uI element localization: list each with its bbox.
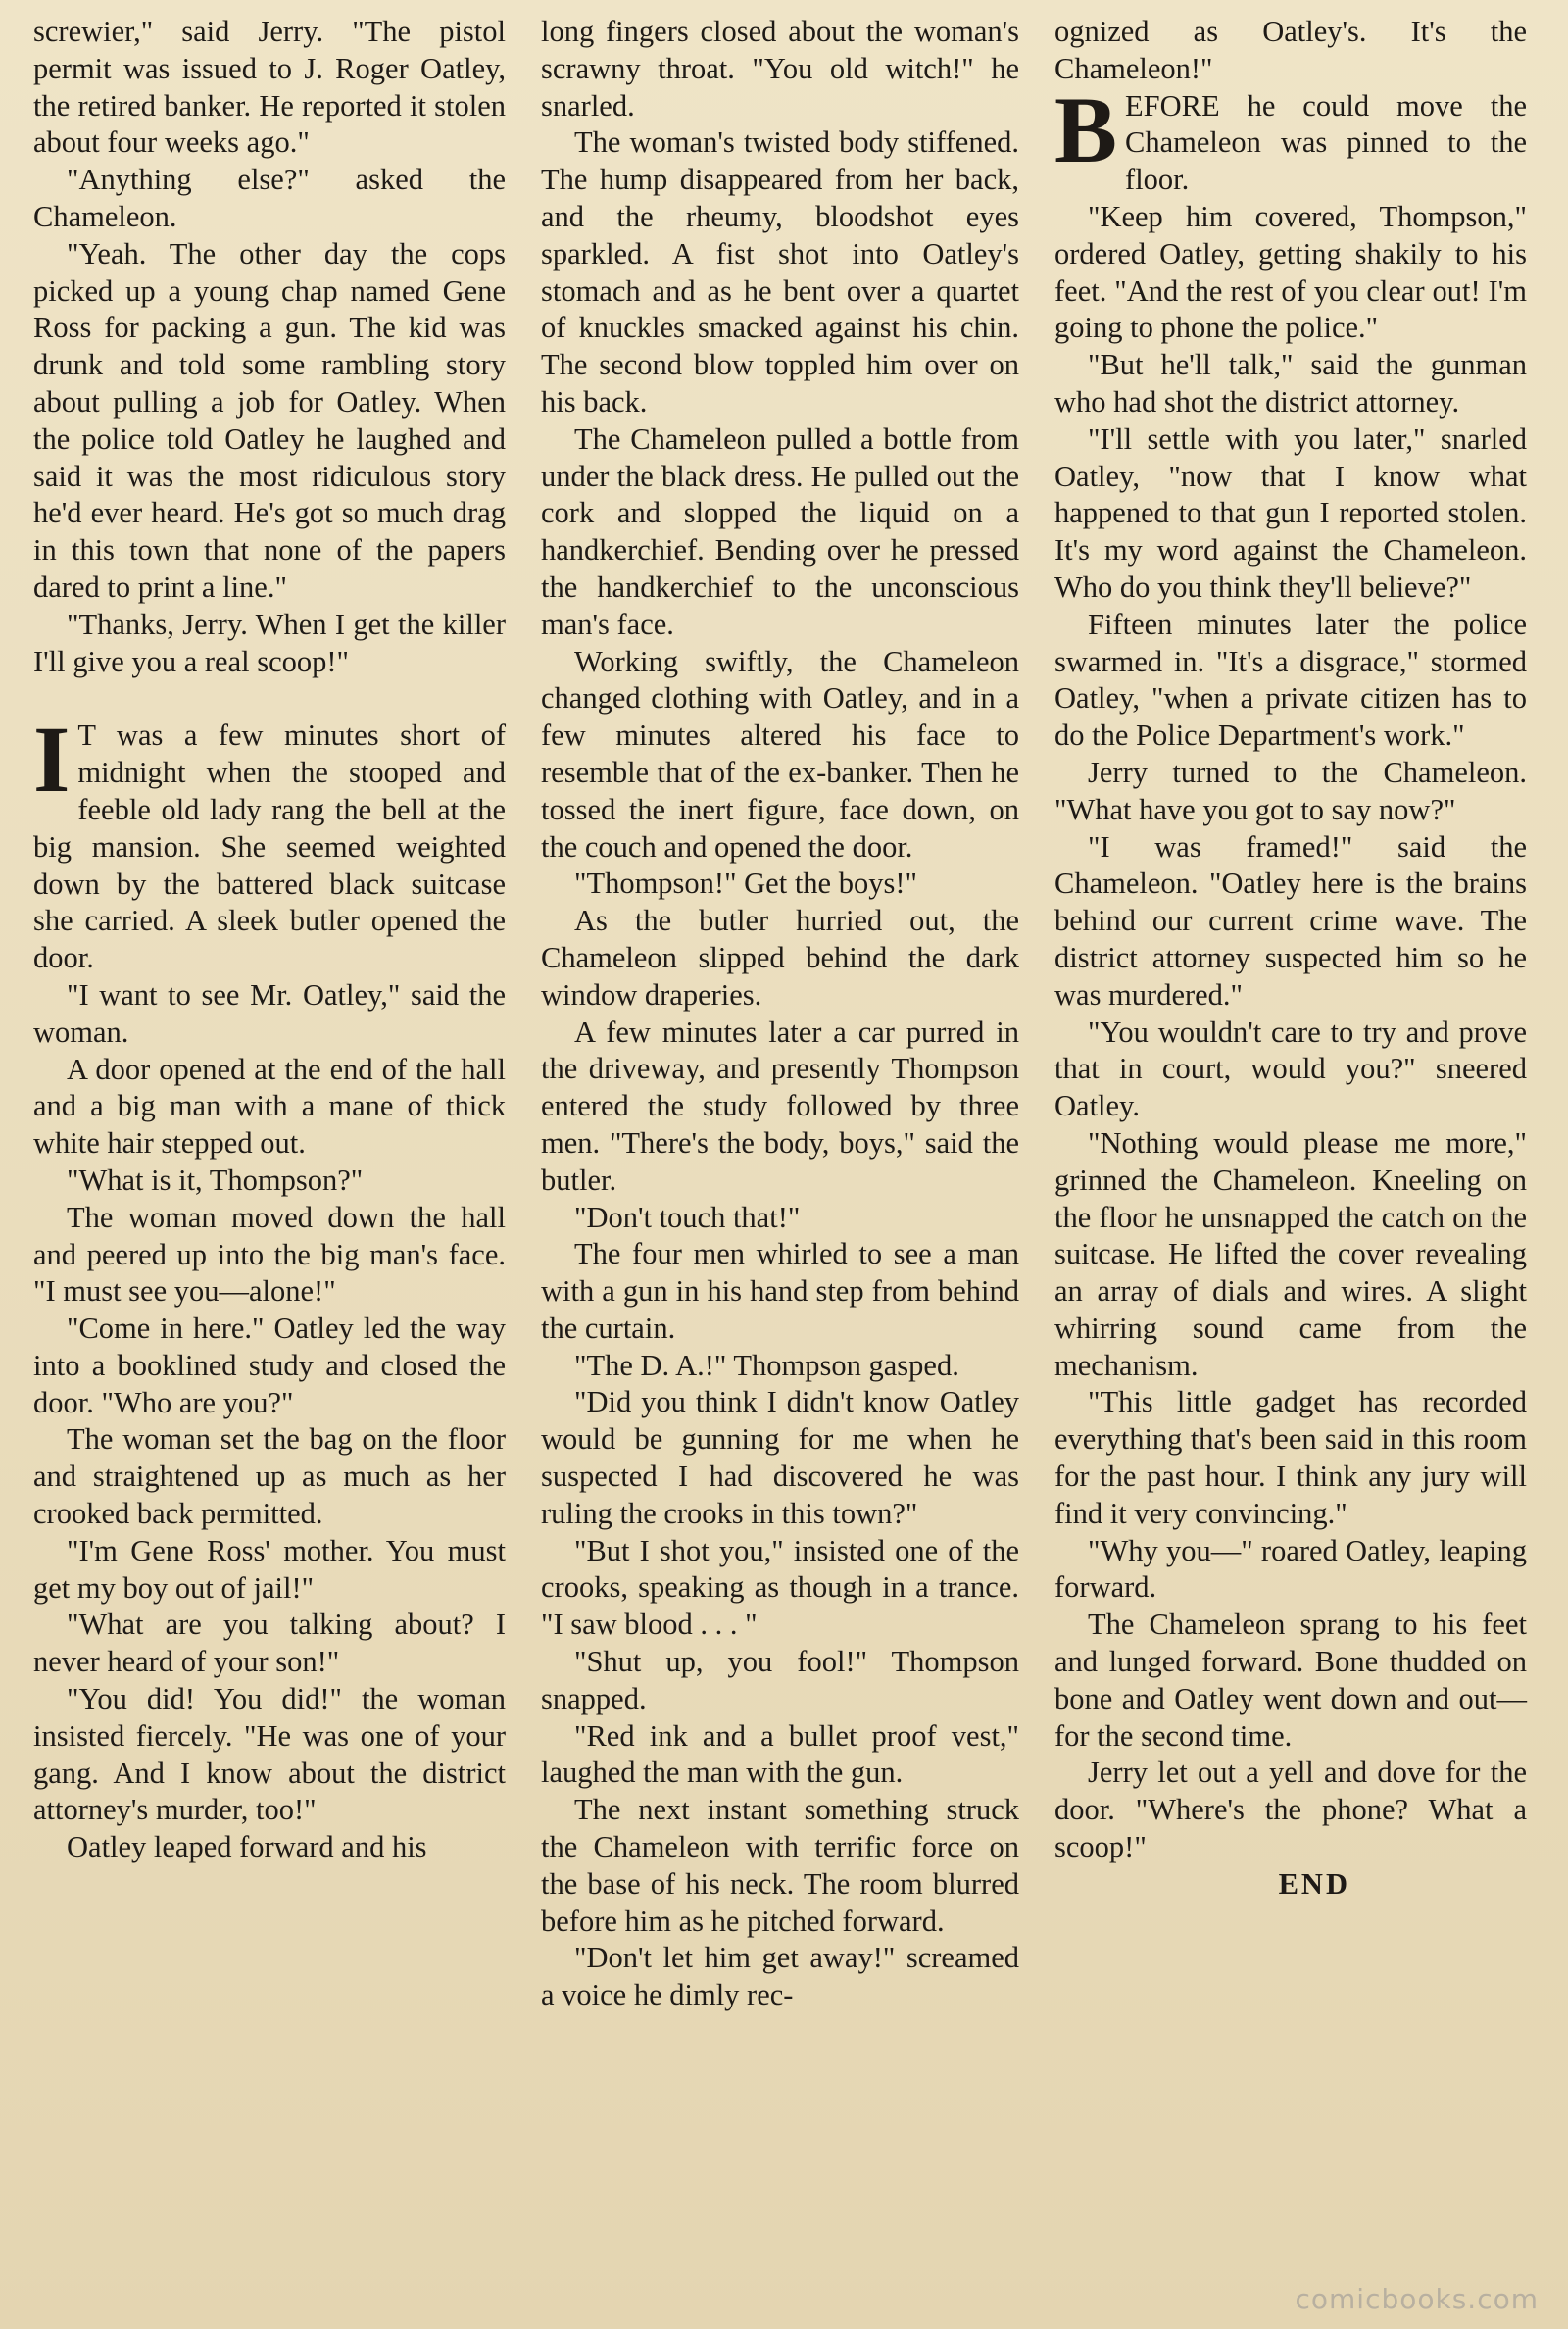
paragraph: The Chameleon sprang to his feet and lunged forward. Bone thudded on bone and Oatley went down and out—for the second time. bbox=[1054, 1608, 1527, 1753]
paragraph: "You did! You did!" the woman insisted fiercely. "He was one of your gang. And I know about the district attorney's murder, too!" bbox=[33, 1682, 506, 1827]
paragraph: BEFORE he could move the Chameleon was pinned to the floor. bbox=[1054, 76, 1527, 197]
paragraph: "Nothing would please me more," grinned the Chameleon. Kneeling on the floor he unsnapped the catch on the suitcase. He lifted the cover revealing an array of dials and wires. A slight whirring sound came from the mechanism. bbox=[1054, 1125, 1527, 1382]
paragraph: "I'll settle with you later," snarled Oatley, "now that I know what happened to that gun I reported stolen. It's my word against the Chameleon. Who do you think they'll believe?" bbox=[1054, 421, 1527, 604]
paragraph: The woman's twisted body stiffened. The hump disappeared from her back, and the rheumy, bloodshot eyes sparkled. A fist shot into Oatley's stomach and as he bent over a quartet of knuckles smacked against his chin. The second blow toppled him over on his back. bbox=[541, 125, 1019, 419]
paragraph: "This little gadget has recorded everything that's been said in this room for the past hour. I think any jury will find it very convincing." bbox=[1054, 1385, 1527, 1530]
paragraph: "Thompson!" Get the boys!" bbox=[574, 867, 917, 901]
paragraph: ognized as Oatley's. It's the Chameleon!" bbox=[1054, 15, 1527, 85]
site-watermark: comicbooks.com bbox=[1295, 2283, 1539, 2315]
paragraph: "What is it, Thompson?" bbox=[67, 1163, 364, 1197]
paragraph: IT was a few minutes short of midnight when the stooped and feeble old lady rang the bell at the big mansion. She seemed weighted down by the battered black suitcase she carried. A sleek butler opened the door. bbox=[33, 707, 506, 975]
paragraph: "Shut up, you fool!" Thompson snapped. bbox=[541, 1645, 1019, 1715]
paragraph: "I'm Gene Ross' mother. You must get my boy out of jail!" bbox=[33, 1533, 506, 1605]
paragraph: Working swiftly, the Chameleon changed clothing with Oatley, and in a few minutes altered his face to resemble that of the ex-banker. Then he tossed the inert figure, face down, on the couch and opened the door. bbox=[541, 644, 1019, 864]
paragraph: Oatley leaped forward and his bbox=[67, 1830, 427, 1864]
paragraph: "But he'll talk," said the gunman who had shot the district attorney. bbox=[1054, 348, 1527, 419]
paragraph: The woman set the bag on the floor and straightened up as much as her crooked back permitted. bbox=[33, 1422, 506, 1531]
paragraph: "Thanks, Jerry. When I get the killer I'll give you a real scoop!" bbox=[33, 607, 506, 678]
paragraph: A door opened at the end of the hall and a big man with a mane of thick white hair stepped out. bbox=[33, 1052, 506, 1161]
paragraph: "Don't touch that!" bbox=[574, 1200, 801, 1234]
paragraph: "Did you think I didn't know Oatley would be gunning for me when he suspected I had discovered he was ruling the crooks in this town?" bbox=[541, 1385, 1019, 1530]
paragraph: "I want to see Mr. Oatley," said the woman. bbox=[33, 977, 506, 1049]
paragraph: The four men whirled to see a man with a gun in his hand step from behind the curtain. bbox=[541, 1237, 1019, 1345]
paragraph: "Anything else?" asked the Chameleon. bbox=[33, 163, 506, 233]
paragraph: long fingers closed about the woman's scrawny throat. "You old witch!" he snarled. bbox=[541, 15, 1019, 123]
text-column-3 bbox=[1054, 14, 1527, 1904]
paragraph: As the butler hurried out, the Chameleon slipped behind the dark window draperies. bbox=[541, 904, 1019, 1012]
paragraph: "Why you—" roared Oatley, leaping forward. bbox=[1054, 1533, 1527, 1605]
text-column-1 bbox=[33, 14, 506, 1866]
paragraph: screwier," said Jerry. "The pistol permit was issued to J. Roger Oatley, the retired banker. He reported it stolen about four weeks ago." bbox=[33, 15, 506, 160]
paragraph: The Chameleon pulled a bottle from under the black dress. He pulled out the cork and slopped the liquid on a handkerchief. Bending over he pressed the handkerchief to the unconscious man's face. bbox=[541, 421, 1019, 641]
paragraph: "Red ink and a bullet proof vest," laughed the man with the gun. bbox=[541, 1718, 1019, 1790]
paragraph: "What are you talking about? I never heard of your son!" bbox=[33, 1608, 506, 1679]
paragraph: Jerry turned to the Chameleon. "What have you got to say now?" bbox=[1054, 755, 1527, 826]
paragraph: Jerry let out a yell and dove for the door. "Where's the phone? What a scoop!" bbox=[1054, 1756, 1527, 1864]
paragraph: "The D. A.!" Thompson gasped. bbox=[574, 1348, 959, 1382]
paragraph: The woman moved down the hall and peered up into the big man's face. "I must see you—alone!" bbox=[33, 1200, 506, 1309]
paragraph: "Come in here." Oatley led the way into a booklined study and closed the door. "Who are you?" bbox=[33, 1312, 506, 1419]
end-marker: END bbox=[1278, 1866, 1350, 1901]
paragraph: "But I shot you," insisted one of the crooks, speaking as though in a trance. "I saw blood . . . " bbox=[541, 1533, 1019, 1642]
paragraph: Fifteen minutes later the police swarmed in. "It's a disgrace," stormed Oatley, "when a private citizen has to do the Police Department's work." bbox=[1054, 607, 1527, 753]
paragraph: "Keep him covered, Thompson," ordered Oatley, getting shakily to his feet. "And the rest of you clear out! I'm going to phone the police." bbox=[1054, 199, 1527, 345]
text-column-2 bbox=[541, 14, 1019, 2014]
paragraph: A few minutes later a car purred in the driveway, and presently Thompson entered the study followed by three men. "There's the body, boys," said the butler. bbox=[541, 1015, 1019, 1197]
paragraph: The next instant something struck the Chameleon with terrific force on the base of his neck. The room blurred before him as he pitched forward. bbox=[541, 1793, 1019, 1938]
paragraph: "I was framed!" said the Chameleon. "Oatley here is the brains behind our current crime wave. The district attorney suspected him so he was murdered." bbox=[1054, 829, 1527, 1012]
paragraph: "Yeah. The other day the cops picked up a young chap named Gene Ross for packing a gun. The kid was drunk and told some rambling story about pulling a job for Oatley. When the police told Oatley he laughed and said it was the most ridiculous story he'd ever heard. He's got so much drag in this town that none of the papers dared to print a line." bbox=[33, 236, 506, 604]
paragraph: "You wouldn't care to try and prove that in court, would you?" sneered Oatley. bbox=[1054, 1015, 1527, 1123]
paragraph: "Don't let him get away!" screamed a voice he dimly rec- bbox=[541, 1941, 1019, 2012]
